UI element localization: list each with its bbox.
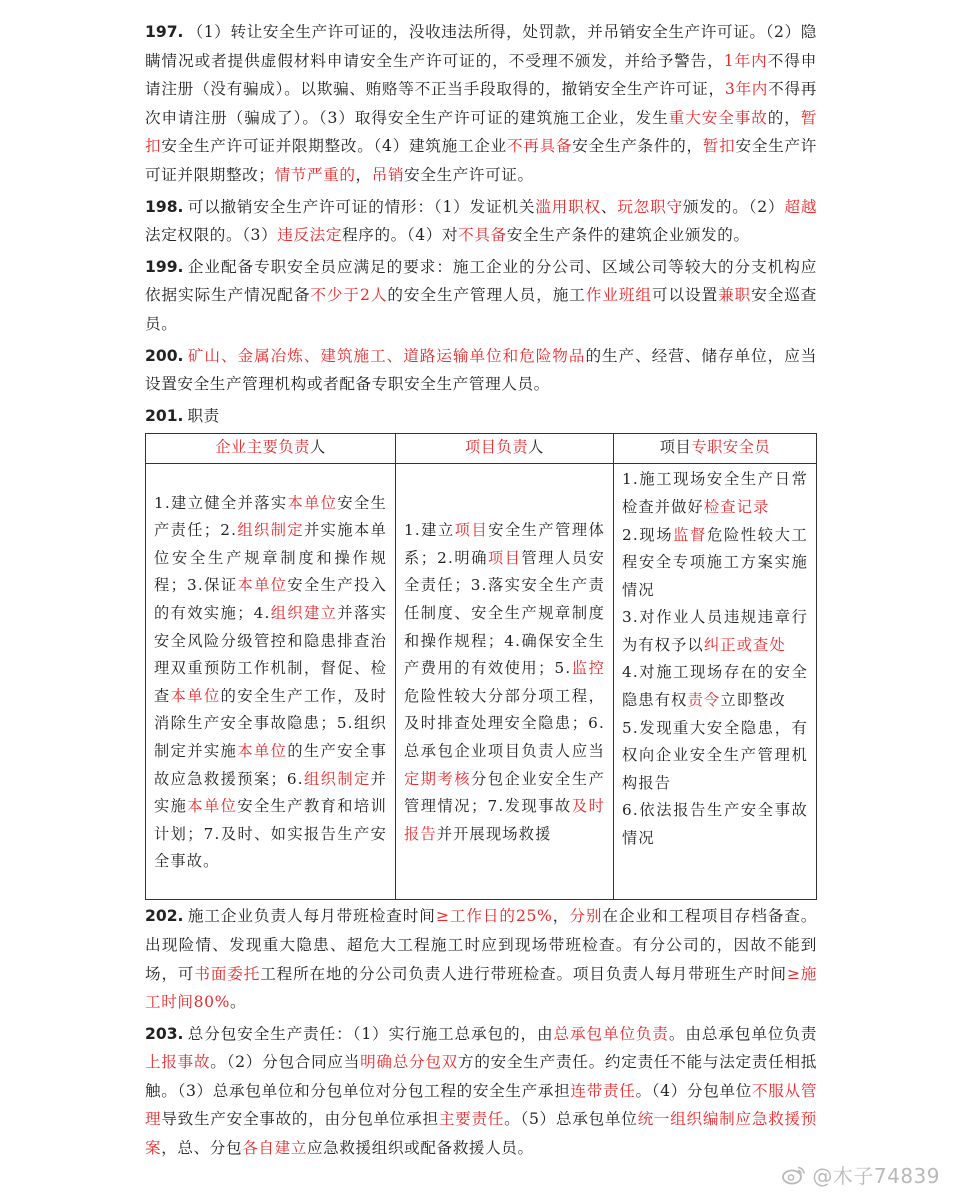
body-text: 导致生产安全事故的，由分包单位承担: [161, 1110, 439, 1129]
item-202: [145, 902, 817, 1016]
body-text: 不得再次申请注册（骗成了）。（3）取得安全生产许可证的建筑施工企业，发生: [145, 80, 817, 127]
header-enterprise-principal: [146, 434, 396, 464]
body-text: 安全生产教育和培训计划；7.及时、如实报告生产安全事故。: [154, 797, 387, 871]
body-text: 人: [309, 438, 326, 457]
emphasis-text: 组织制定: [303, 769, 371, 788]
emphasis-text: 组织制定: [237, 521, 305, 540]
emphasis-text: 情节严重的: [274, 165, 356, 184]
body-text: 不得申请注册（没有骗成）。以欺骗、贿赂等不正当手段取得的，撤销安全生产许可证，: [145, 51, 817, 99]
emphasis-text: 超越: [784, 197, 818, 216]
emphasis-text: 企业主要负责: [215, 438, 310, 457]
emphasis-text: 本单位: [187, 797, 238, 816]
body-text: 。（2）分包合同应当: [210, 1053, 361, 1072]
item-number: 203.: [145, 1024, 184, 1043]
body-text: 职责: [187, 406, 220, 425]
body-text: 安全生产许可证。: [404, 165, 534, 184]
item-201: [145, 402, 817, 431]
document-page: [145, 18, 817, 1166]
emphasis-text: 兼职: [718, 286, 752, 305]
emphasis-text: 项目: [454, 521, 489, 540]
duty-table: [145, 433, 817, 900]
body-text: ，: [552, 907, 570, 926]
emphasis-text: 检查记录: [703, 497, 770, 516]
item-203: [145, 1020, 817, 1163]
body-text: 5.发现重大安全隐患，有权向企业安全生产管理机构报告: [622, 718, 808, 792]
header-project-safety-officer: [614, 434, 817, 464]
emphasis-text: 本单位: [170, 686, 221, 705]
body-text: 。（4）分包单位: [635, 1081, 753, 1100]
header-project-principal: [396, 434, 614, 464]
body-text: 人: [528, 438, 544, 457]
body-text: 的，: [767, 108, 801, 127]
emphasis-text: 滥用职权: [535, 197, 601, 216]
body-text: 的安全生产工作，及时消除生产安全事故隐患；5.组织制定并实施: [154, 686, 388, 760]
emphasis-text: 明确总分包双: [360, 1053, 459, 1072]
emphasis-text: 本单位: [237, 576, 288, 595]
body-text: 的安全生产管理人员，施工: [387, 286, 586, 305]
body-text: 法定权限的。（3）: [145, 226, 278, 245]
body-text: 工程所在地的分公司负责人进行带班检查。项目负责人每月带班生产时间: [260, 964, 787, 983]
body-text: 应急救援组织或配备救援人员。: [306, 1139, 534, 1158]
body-text: 安全生产管理体系；2.明确: [404, 521, 606, 567]
cell-project-duties: [396, 464, 614, 900]
emphasis-text: 暂扣: [145, 108, 818, 156]
body-text: 并落实安全风险分级管控和隐患排查治理双重预防工作机制，督促、检查: [154, 604, 387, 705]
item-number: 201.: [145, 406, 184, 425]
body-text: 的生产安全事故应急救援预案；6.: [154, 742, 388, 788]
item-number: 202.: [145, 907, 184, 926]
emphasis-text: 总承包单位负责: [553, 1024, 669, 1043]
body-text: 3.对作业人员违规违章行为有权予以: [622, 608, 808, 654]
items-before: [145, 18, 817, 430]
body-text: 立即整改: [720, 691, 786, 710]
body-text: 危险性较大工程安全专项施工方案实施情况: [622, 525, 808, 599]
item-number: 197.: [145, 23, 184, 41]
body-text: 施工企业负责人每月带班检查时间: [187, 907, 436, 926]
body-text: 安全生产责任；2.: [154, 493, 387, 540]
emphasis-text: 统一组织编制应急救援预案: [145, 1110, 817, 1158]
body-text: 可以撤销安全生产许可证的情形：（1）发证机关: [187, 197, 536, 216]
body-text: 并实施: [154, 769, 387, 816]
body-text: 分包企业安全生产管理情况；7.发现事故: [404, 769, 605, 816]
body-text: 程序的。（4）对: [342, 226, 459, 245]
emphasis-text: 及时报告: [404, 797, 605, 843]
emphasis-text: 书面委托: [194, 964, 261, 983]
weibo-icon: [782, 1165, 806, 1185]
emphasis-text: 重大安全事故: [668, 108, 768, 127]
emphasis-text: 玩忽职守: [617, 197, 683, 216]
emphasis-text: 违反法定: [277, 226, 343, 245]
emphasis-text: 项目: [487, 548, 522, 567]
emphasis-text: 定期考核: [404, 769, 472, 788]
emphasis-text: 不再具备: [506, 137, 573, 156]
duty-table-header-row: [146, 434, 817, 464]
emphasis-text: ≥工作日的25%: [435, 907, 553, 926]
emphasis-text: 主要责任: [438, 1110, 505, 1129]
watermark-text: @木子74839: [812, 1164, 940, 1188]
item-number: 199.: [145, 257, 184, 276]
body-text: 1.建立: [404, 521, 455, 540]
body-text: 4.对施工现场存在的安全隐患有权: [622, 663, 808, 710]
body-text: 项目: [659, 438, 692, 457]
body-text: （1）转让安全生产许可证的，没收违法所得，处罚款，并吊销安全生产许可证。（2）隐瞒情况或者提供虚假材料申请安全生产许可证的，不受理不颁发，并给予警告，: [145, 23, 817, 70]
item-198: [145, 193, 817, 250]
body-text: 6.依法报告生产安全事故情况: [622, 801, 808, 848]
emphasis-text: 矿山、金属冶炼、建筑施工、道路运输单位和危险物品: [187, 346, 586, 365]
body-text: ，总、分包: [161, 1139, 243, 1158]
emphasis-text: 暂扣: [702, 137, 736, 156]
body-text: 安全生产许可证并限期整改。（4）建筑施工企业: [161, 137, 507, 156]
body-text: 、: [600, 197, 618, 216]
weibo-watermark: [782, 1160, 940, 1189]
emphasis-text: 监控: [571, 659, 605, 678]
emphasis-text: 纠正或查处: [703, 635, 786, 654]
body-text: 总分包安全生产责任：（1）实行施工总承包的，由: [187, 1024, 554, 1043]
body-text: 1.施工现场安全生产日常检查并做好: [622, 470, 808, 516]
body-text: 安全生产许可证并限期整改；: [145, 137, 817, 184]
emphasis-text: 项目负责: [465, 438, 529, 457]
emphasis-text: 专职安全员: [691, 438, 771, 457]
emphasis-text: 1年内: [723, 51, 768, 70]
emphasis-text: 上报事故: [145, 1053, 211, 1072]
body-text: 安全生产条件的，: [572, 137, 703, 156]
body-text: 安全生产投入的有效实施；4.: [154, 576, 388, 623]
emphasis-text: ≥施工时间80%: [145, 964, 817, 1012]
body-text: 在企业和工程项目存档备查。出现险情、发现重大隐患、超危大工程施工时应到现场带班检查。有分公司的，因故不能到场，可: [145, 907, 817, 983]
cell-enterprise-duties: [146, 464, 396, 900]
emphasis-text: 本单位: [287, 493, 338, 512]
emphasis-text: 监督: [673, 525, 708, 544]
body-text: 管理人员安全责任；3.落实安全生产责任制度、安全生产规章制度和操作规程；4.确保安全生产费用的有效使用；5.: [404, 548, 605, 678]
emphasis-text: 3年内: [724, 80, 769, 99]
body-text: ，: [355, 165, 372, 184]
emphasis-text: 不具备: [458, 226, 507, 245]
body-text: 安全生产条件的建筑企业颁发的。: [506, 226, 750, 245]
emphasis-text: 吊销: [371, 165, 405, 184]
item-number: 200.: [145, 346, 184, 365]
body-text: 危险性较大分部分项工程，及时排查处理安全隐患；6.总承包企业项目负责人应当: [404, 686, 605, 760]
items-after: [145, 902, 817, 1162]
item-200: [145, 342, 817, 399]
body-text: 2.现场: [622, 525, 674, 544]
emphasis-text: 分别: [569, 907, 603, 926]
body-text: 1.建立健全并落实: [154, 493, 288, 512]
emphasis-text: 各自建立: [242, 1139, 307, 1158]
body-text: 并开展现场救援: [436, 824, 552, 843]
emphasis-text: 不服从管理: [145, 1081, 818, 1129]
emphasis-text: 作业班组: [585, 286, 652, 305]
item-197: [145, 18, 817, 190]
emphasis-text: 组织建立: [270, 604, 338, 623]
body-text: 。: [230, 993, 247, 1012]
body-text: 并实施本单位安全生产规章制度和操作规程；3.保证: [154, 521, 387, 595]
body-text: 。（5）总承包单位: [504, 1110, 638, 1129]
duty-table-row: [146, 464, 817, 900]
body-text: 企业配备专职安全员应满足的要求：施工企业的分公司、区域公司等较大的分支机构应依据实际生产情况配备: [145, 257, 817, 305]
emphasis-text: 本单位: [237, 742, 288, 760]
body-text: 颁发的。（2）: [683, 197, 785, 216]
cell-safety-officer-duties: [614, 464, 817, 900]
body-text: 安全巡查员。: [145, 286, 818, 333]
emphasis-text: 连带责任: [570, 1081, 636, 1100]
body-text: 。由总承包单位负责: [668, 1024, 818, 1043]
body-text: 的生产、经营、储存单位，应当设置安全生产管理机构或者配备专职安全生产管理人员。: [145, 346, 817, 394]
emphasis-text: 不少于2人: [310, 286, 388, 305]
body-text: 方的安全生产责任。约定责任不能与法定责任相抵触。（3）总承包单位和分包单位对分包工程的安全生产承担: [145, 1053, 817, 1100]
emphasis-text: 责令: [687, 691, 721, 710]
item-number: 198.: [145, 197, 184, 216]
item-199: [145, 253, 817, 339]
body-text: 可以设置: [651, 286, 719, 305]
